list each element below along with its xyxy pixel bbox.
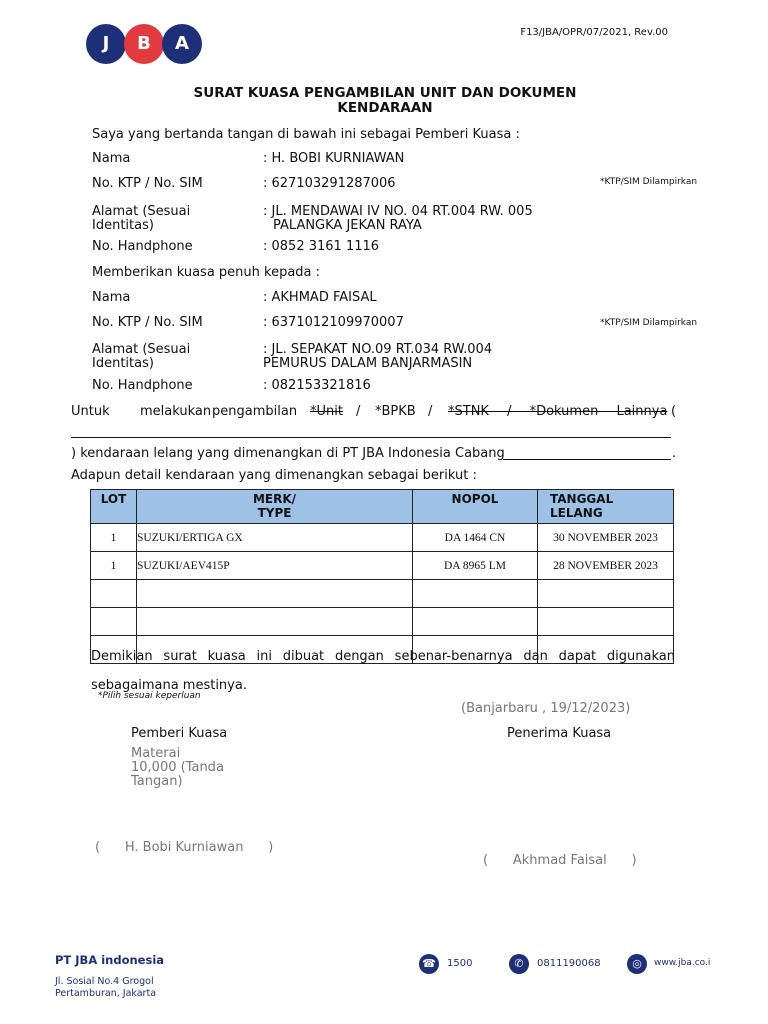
title-line-2: KENDARAAN — [337, 100, 433, 116]
document-title — [160, 86, 610, 116]
table-row — [91, 580, 674, 608]
footer-website: www.jba.co.i — [654, 958, 711, 968]
giver-ktp-label: No. KTP / No. SIM — [92, 176, 203, 191]
document-number: F13/JBA/OPR/07/2021, Rev.00 — [520, 27, 668, 38]
materai-line-1: Materai — [131, 746, 181, 761]
cell-lot — [91, 580, 137, 608]
receiver-phone-label: No. Handphone — [92, 378, 193, 393]
title-line-1: SURAT KUASA PENGAMBILAN UNIT DAN DOKUMEN — [193, 85, 577, 101]
header-nopol: NOPOL — [413, 490, 538, 524]
cell-lot: 1 — [91, 552, 137, 580]
grant-text: Memberikan kuasa penuh kepada : — [92, 265, 321, 280]
receiver-title: Penerima Kuasa — [507, 726, 612, 741]
purpose-option-bpkb: *BPKB — [375, 404, 416, 419]
giver-ktp-value: : 627103291287006 — [263, 176, 396, 191]
cell-merk — [137, 608, 413, 636]
footer-address-1: Jl. Sosial No.4 Grogol — [55, 976, 154, 987]
purpose-open-paren: ( — [671, 404, 677, 419]
giver-phone-label: No. Handphone — [92, 239, 193, 254]
purpose-slash-2: / — [428, 404, 433, 419]
giver-address-label-1: Alamat (Sesuai — [92, 204, 191, 219]
footer-address-2: Pertamburan, Jakarta — [55, 988, 157, 999]
globe-icon: ◎ — [627, 954, 647, 974]
header-tanggal-text: TANGGAL LELANG — [550, 492, 614, 520]
detail-intro: Adapun detail kendaraan yang dimenangkan sebagai berikut : — [71, 468, 477, 483]
giver-address-line-1: : JL. MENDAWAI IV NO. 04 RT.004 RW. 005 — [263, 204, 533, 219]
cell-nopol — [413, 608, 538, 636]
cell-lot — [91, 608, 137, 636]
logo-letter-b: B — [124, 24, 164, 64]
receiver-signature-name: ( Akhmad Faisal ) — [483, 853, 637, 868]
closing-line-1: Demikian surat kuasa ini dibuat dengan sebenar-benarnya dan dapat digunakan — [91, 649, 675, 664]
giver-name-value: : H. BOBI KURNIAWAN — [263, 151, 405, 166]
logo-letter-j: J — [86, 24, 126, 64]
receiver-name-label: Nama — [92, 290, 131, 305]
giver-ktp-note: *KTP/SIM Dilampirkan — [600, 177, 698, 187]
receiver-address-label-1: Alamat (Sesuai — [92, 342, 191, 357]
giver-title: Pemberi Kuasa — [131, 726, 228, 741]
receiver-name-value: : AKHMAD FAISAL — [263, 290, 377, 305]
header-tanggal-lelang — [538, 490, 674, 524]
receiver-ktp-value: : 6371012109970007 — [263, 315, 404, 330]
cell-merk: SUZUKI/AEV415P — [137, 552, 413, 580]
materai-line-3: Tangan) — [131, 774, 183, 789]
branch-blank-line — [503, 459, 671, 460]
header-merk-type-text: MERK/ TYPE — [252, 492, 297, 520]
cell-tanggal — [538, 608, 674, 636]
giver-name-label: Nama — [92, 151, 131, 166]
giver-address-label-2: Identitas) — [92, 218, 154, 233]
logo-letter-a: A — [162, 24, 202, 64]
table-header-row — [91, 490, 674, 524]
receiver-address-label-2: Identitas) — [92, 356, 154, 371]
cell-nopol: DA 8965 LM — [413, 552, 538, 580]
giver-phone-value: : 0852 3161 1116 — [263, 239, 380, 254]
cell-tanggal: 30 NOVEMBER 2023 — [538, 524, 674, 552]
table-row — [91, 608, 674, 636]
cell-nopol: DA 1464 CN — [413, 524, 538, 552]
cell-tanggal — [538, 580, 674, 608]
cell-merk — [137, 580, 413, 608]
cell-tanggal: 28 NOVEMBER 2023 — [538, 552, 674, 580]
header-merk-type — [137, 490, 413, 524]
purpose-line-2-end: . — [672, 446, 677, 461]
footer-whatsapp: 0811190068 — [537, 958, 601, 969]
giver-address-line-2: PALANGKA JEKAN RAYA — [273, 218, 422, 233]
receiver-address-line-1: : JL. SEPAKAT NO.09 RT.034 RW.004 — [263, 342, 493, 357]
intro-text: Saya yang bertanda tangan di bawah ini sebagai Pemberi Kuasa : — [92, 127, 520, 142]
receiver-ktp-note: *KTP/SIM Dilampirkan — [600, 318, 698, 328]
cell-nopol — [413, 580, 538, 608]
purpose-word-pengambilan: pengambilan — [212, 404, 298, 419]
table-row — [91, 524, 674, 552]
footer-phone: 1500 — [447, 958, 473, 969]
purpose-option-unit: *Unit — [310, 404, 343, 419]
purpose-line-2: ) kendaraan lelang yang dimenangkan di PT JBA Indonesia Cabang — [71, 446, 505, 461]
receiver-address-line-2: PEMURUS DALAM BANJARMASIN — [263, 356, 473, 371]
phone-icon: ☎ — [419, 954, 439, 974]
pilih-note: *Pilih sesuai keperluan — [98, 691, 201, 701]
vehicle-table — [90, 489, 674, 664]
purpose-option-stnk-dokumen: *STNK / *Dokumen Lainnya — [448, 404, 668, 419]
closing-line-2: sebagaimana mestinya. — [91, 678, 247, 693]
footer-company: PT JBA indonesia — [55, 953, 165, 967]
materai-line-2: 10,000 (Tanda — [131, 760, 224, 775]
purpose-slash-1: / — [356, 404, 361, 419]
giver-signature-name: ( H. Bobi Kurniawan ) — [95, 840, 274, 855]
receiver-ktp-label: No. KTP / No. SIM — [92, 315, 203, 330]
purpose-word-untuk: Untuk — [71, 404, 110, 419]
jba-logo — [86, 24, 206, 64]
header-lot: LOT — [91, 490, 137, 524]
table-row — [91, 552, 674, 580]
cell-merk: SUZUKI/ERTIGA GX — [137, 524, 413, 552]
place-date: (Banjarbaru , 19/12/2023) — [461, 701, 631, 716]
purpose-blank-line — [71, 437, 671, 438]
whatsapp-icon: ✆ — [509, 954, 529, 974]
purpose-word-melakukan: melakukan — [140, 404, 212, 419]
cell-lot: 1 — [91, 524, 137, 552]
receiver-phone-value: : 082153321816 — [263, 378, 371, 393]
